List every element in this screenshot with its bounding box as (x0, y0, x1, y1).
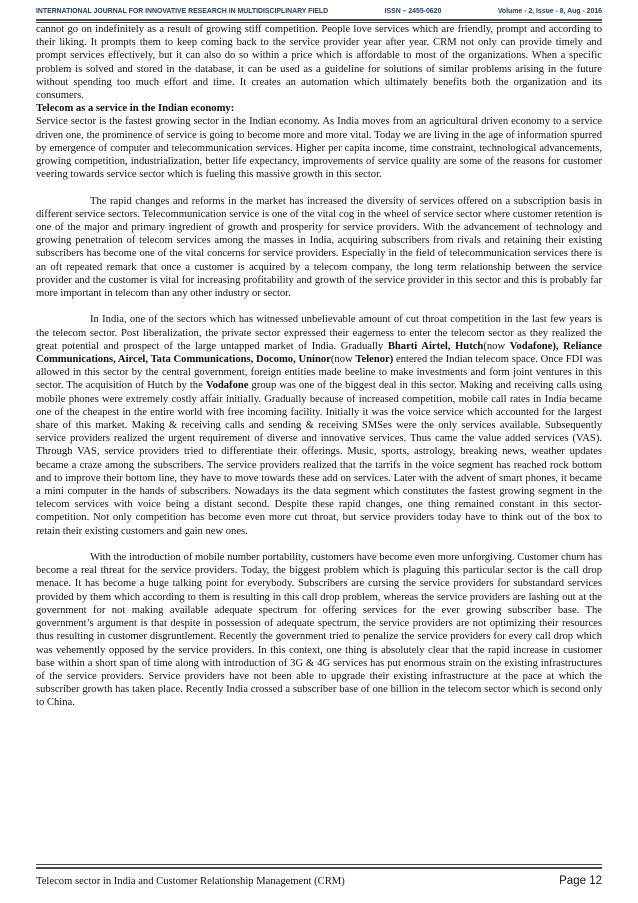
text-run: (now (483, 340, 510, 352)
volume-issue: Volume - 2, Issue - 8, Aug - 2016 (497, 7, 602, 15)
paragraph-number-portability: With the introduction of mobile number portability, customers have become even more unforgiving. Customer churn has become a real threat for the service providers. Today, the biggest problem which is plaguing this particular sector is the call drop menace. It has become a huge talking point for everybody. Subscribers are cursing the service providers for substandard services provided by them which according to them is resulting in this call drop problem, whereas the service providers are lashing out at the government for not making available adequate spectrum for offering services for the ever growing subscriber base. The government’s argument is that despite in possession of adequate spectrum, the service providers are not optimizing their resources thus resulting in customer disgruntlement. Recently the government tried to penalize the service providers for every call drop which was vehemently opposed by the service providers. In this context, one thing is absolutely clear that the rapid increase in customer base within a short span of time along with introduction of 3G & 4G services has put enormous strain on the existing infrastructures of the service providers. Service providers have not been able to upgrade their existing infrastructure at the pace at which the subscriber growth has taken place. Recently India crossed a subscriber base of one billion in the telecom sector which is second only to China. (36, 552, 602, 709)
journal-name: INTERNATIONAL JOURNAL FOR INNOVATIVE RESEARCH IN MULTIDISCIPLINARY FIELD (36, 7, 329, 15)
company-names: Vodafone), Reliance Communications, Aircel, Tata Communications, Docomo, Uninor (36, 340, 602, 366)
paragraph-service-sector: Service sector is the fastest growing sector in the Indian economy. As India moves from an agricultural driven economy to a service driven one, the prominence of service is going to become more and more vital. Today we are living in the age of information spurred by emergence of computer and telecommunication services. Higher per capita income, time constraint, technological advancements, growing competition, industrialization, better life expectancy, improvements of service quality are some of the reasons for customer veering towards service sector which is fueling this massive growth in this sector. (36, 116, 602, 181)
running-header (36, 4, 602, 18)
paragraph-competition (36, 313, 602, 537)
section-heading: Telecom as a service in the Indian economy: (36, 103, 235, 115)
footer-article-title: Telecom sector in India and Customer Relationship Management (CRM) (36, 875, 345, 887)
text-run: In India, one of the sectors which has witnessed unbelievable amount of cut throat competition in the last few years is the telecom sector. Post liberalization, the private sector expressed their eagerness to enter the telecom sector as they realized the great potential and prospect of the large untapped market of India. Gradually (36, 314, 602, 352)
text-run: (now (330, 354, 356, 366)
footer-rule-thin (36, 864, 602, 865)
footer-rule (36, 867, 602, 869)
text-run: entered the Indian telecom space. Once FDI was allowed in this sector by the central government, foreign entities made beeline to make investments and form joint ventures in this sector. The acquisition of Hutch by the (36, 354, 603, 392)
company-names: Telenor) (355, 354, 394, 366)
article-body (36, 23, 602, 710)
header-rule (36, 19, 602, 21)
paragraph-crm-benefits: cannot go on indefinitely as a result of growing stiff competition. People love services which are friendly, prompt and according to their liking. It prompts them to keep coming back to the service provider year after year. CRM not only can provide timely and prompt services effectively, but it can also do so within a price which is affordable to most of the organizations. When a specific problem is solved and stored in the database, it can be used as a guideline for solutions of similar problems arising in the future without spending too much effort and time. It creates an automation which ultimately benefits both the organization and its consumers. (36, 24, 602, 102)
text-run: group was one of the biggest deal in this sector. Making and receiving calls using mobile phones were extremely costly affair initially. Gradually because of increased competition, mobile call rates in India became one of the cheapest in the entire world with free incoming facility. Initially it was the voice service which accounted for the largest share of this market. Making & receiving calls and sending & receiving SMSes were the only services available. Subsequently service providers realized the urgent requirement of diverse and innovative services. Thus came the value added services (VAS). Through VAS, service providers tried to differentiate their offerings. Music, sports, astrology, breaking news, weather updates became a craze among the subscribers. The service providers realized that the tarrifs in the voice segment has reached rock bottom and to improve their bottom line, they have to move towards these add on services. Later with the advent of smart phones, it became a mini computer in the hands of subscribers. Nowadays its the data segment which constitutes the fastest growing segment in the telecom services with voice being a distant second. Despite these rapid changes, one thing remained constant in this sector- competition. Not only competition has become even more cut throat, but service providers today have to think out of the box to retain their existing customers and gain new ones. (36, 380, 602, 537)
page-number: Page 12 (559, 875, 602, 887)
running-footer (36, 873, 602, 889)
company-names: Bharti Airtel, Hutch (387, 340, 484, 352)
issn: ISSN – 2455-0620 (384, 7, 442, 15)
company-names: Vodafone (205, 380, 249, 392)
paragraph-rapid-changes: The rapid changes and reforms in the market has increased the diversity of services offered on a subscription basis in different service sectors. Telecommunication service is one of the vital cog in the wheel of service sector where customer retention is one of the major and primary ingredient of growth and prosperity for service providers. With the advancement of technology and growing penetration of telecom services among the masses in India, acquiring subscribers from rivals and retaining their existing subscribers has become one of the vital concerns for service providers. Especially in the field of telecommunication services there is an oft repeated remark that once a customer is acquired by a telecom company, the long term relationship between the service provider and the customer is vital for increasing profitability and growth of the service provider in this sector and this is probably far more important in telecom than any other industry or sector. (36, 195, 602, 300)
